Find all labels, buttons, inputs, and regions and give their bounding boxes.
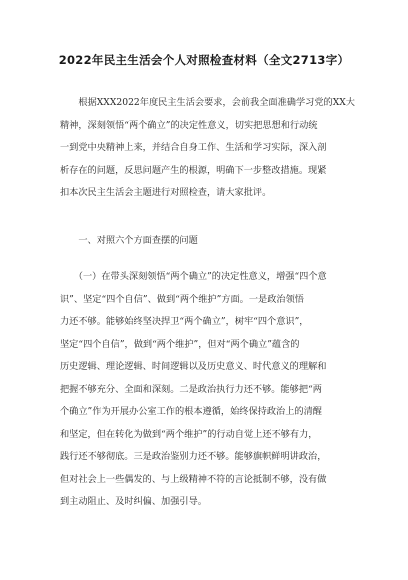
item-line: 坚定“四个自信”，做到“两个维护”，但对“两个确立”蕴含的 xyxy=(60,338,300,350)
section-heading-text: 一、对照六个方面查摆的问题 xyxy=(60,235,198,246)
item-line: 历史逻辑、理论逻辑、时间逻辑以及历史意义、时代意义的理解和 xyxy=(60,361,327,372)
intro-line: 析存在的问题，反思问题产生的根源，明确下一步整改措施。现紧 xyxy=(60,164,327,176)
intro-line: 根据XXX2022年度民主生活会要求，会前我全面准确学习党的XX大 xyxy=(60,97,355,108)
item-line: 力还不够。能够始终坚决捍卫“两个确立”，树牢“四个意识”， xyxy=(60,316,309,327)
item-line: 把握不够充分、全面和深刻。二是政治执行力还不够。能够把“两 xyxy=(60,383,322,395)
item-line: 个确立”作为开展办公室工作的根本遵循，始终保持政治上的清醒 xyxy=(60,406,322,417)
section-heading xyxy=(60,230,360,253)
item-line: 识”、坚定“四个自信”、做到“两个维护”方面。一是政治领悟 xyxy=(60,293,304,305)
document-title: 2022年民主生活会个人对照检查材料（全文2713字） xyxy=(58,53,350,67)
intro-paragraph xyxy=(60,92,360,205)
item-line: 到主动阻止、及时纠偏、加强引导。 xyxy=(60,496,207,507)
item-line: 但对社会上一些偶发的、与上级精神不符的言论抵制不够，没有做 xyxy=(60,473,327,485)
item-line: （一）在带头深刻领悟“两个确立”的决定性意义，增强“四个意 xyxy=(60,271,327,282)
intro-line: 一到党中央精神上来，并结合自身工作、生活和学习实际，深入剖 xyxy=(60,142,327,153)
item-line: 践行还不够彻底。三是政治鉴别力还不够。能够旗帜鲜明讲政治， xyxy=(60,451,327,462)
intro-line: 扣本次民主生活会主题进行对照检查，请大家批评。 xyxy=(60,187,272,198)
item-line: 和坚定，但在转化为做到“两个维护”的行动自觉上还不够有力， xyxy=(60,428,318,440)
intro-line: 精神，深刻领悟“两个确立”的决定性意义，切实把思想和行动统 xyxy=(60,119,318,131)
item-1-paragraph xyxy=(60,266,360,514)
